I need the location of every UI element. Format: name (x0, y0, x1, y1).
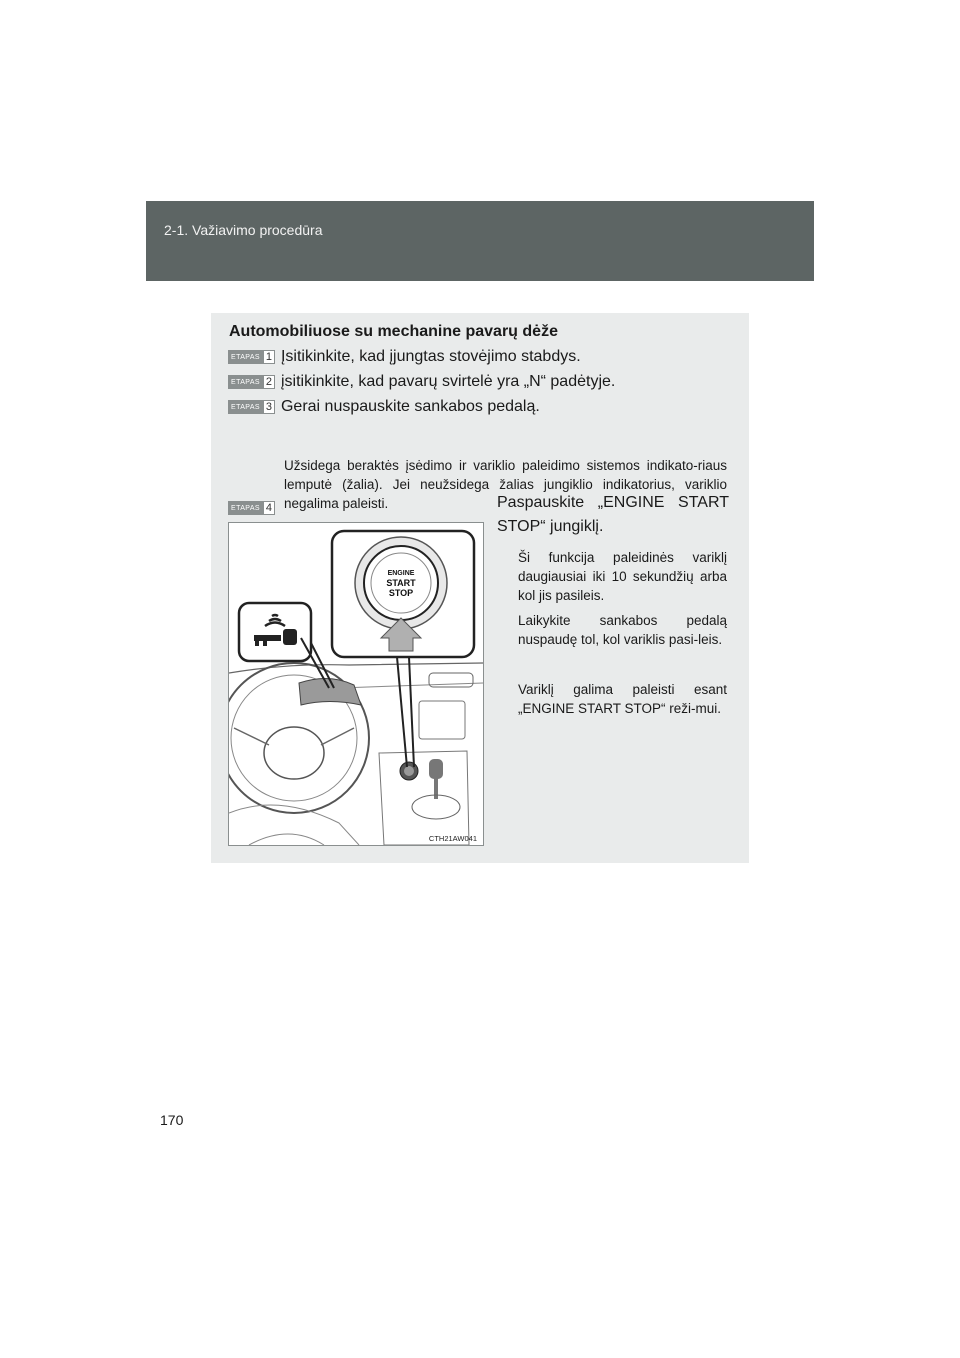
step-badge-label: ETAPAS (228, 400, 263, 414)
step-badge-label: ETAPAS (228, 501, 263, 515)
panel-heading: Automobiliuose su mechanine pavarų dėže (229, 323, 558, 340)
step-text: įsitikinkite, kad pavarų svirtelė yra „N“ padėtyje. (280, 373, 616, 390)
step-4-note-2: Laikykite sankabos pedalą nuspaudę tol, kol variklis pasi-leis. (518, 613, 727, 647)
step-badge-number: 2 (263, 375, 275, 389)
step-text: Gerai nuspauskite sankabos pedalą. (280, 398, 540, 415)
header-band (146, 201, 814, 281)
indicator-note: Užsidega beraktės įsėdimo ir variklio paleidimo sistemos indikato-riaus lemputė (žalia). Jei neužsidega žalias jungiklio indikatorius, variklio negalima paleisti. (284, 458, 727, 511)
step-badge (228, 400, 275, 414)
step-badge-label: ETAPAS (228, 350, 263, 364)
page-number: 170 (160, 1112, 184, 1128)
engine-start-illustration (228, 522, 484, 846)
step-1 (228, 348, 581, 366)
step-badge (228, 350, 275, 364)
step-badge (228, 375, 275, 389)
step-badge (228, 501, 275, 515)
step-badge-label: ETAPAS (228, 375, 263, 389)
step-4-note-3: Variklį galima paleisti esant „ENGINE START STOP“ reži-mui. (518, 682, 727, 716)
button-label-line-1: ENGINE (387, 570, 415, 577)
button-label-line-2: START (386, 578, 416, 588)
step-text: Įsitikinkite, kad įjungtas stovėjimo stabdys. (280, 348, 581, 365)
step-4-note-1: Ši funkcija paleidinės variklį daugiausiai iki 10 sekundžių arba kol jis pasileis. (518, 550, 727, 603)
step-badge-number: 3 (263, 400, 275, 414)
instruction-panel (211, 313, 749, 863)
step-badge-number: 1 (263, 350, 275, 364)
step-2 (228, 373, 615, 391)
section-title: 2-1. Važiavimo procedūra (164, 222, 323, 238)
button-label-line-3: STOP (388, 588, 414, 598)
step-4-text: Paspauskite „ENGINE START STOP“ jungiklį. (497, 494, 729, 535)
illustration-code: CTH21AW041 (428, 834, 477, 843)
step-3 (228, 398, 540, 416)
step-badge-number: 4 (263, 501, 275, 515)
car-interior-drawing (229, 523, 483, 845)
